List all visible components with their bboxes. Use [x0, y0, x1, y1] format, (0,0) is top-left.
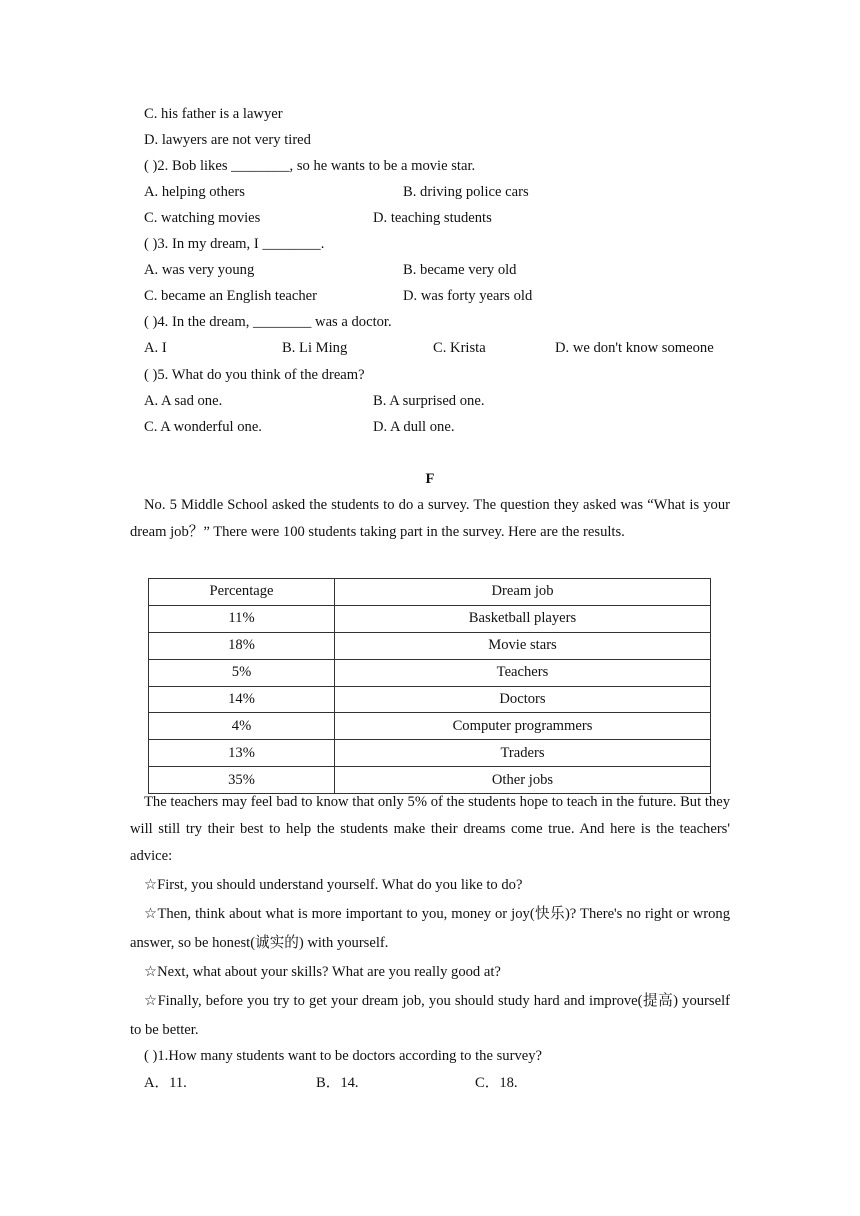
f-q1-option-a: A．11. [144, 1075, 187, 1091]
percentage-cell: 5% [149, 659, 335, 686]
percentage-cell: 14% [149, 686, 335, 713]
percentage-cell: 18% [149, 632, 335, 659]
table-header-percentage: Percentage [149, 579, 335, 606]
dream-job-cell: Doctors [335, 686, 711, 713]
percentage-cell: 35% [149, 767, 335, 794]
table-row [149, 605, 711, 632]
q3-option-b: B. became very old [403, 262, 517, 278]
dream-job-cell: Computer programmers [335, 713, 711, 740]
dream-job-cell: Movie stars [335, 632, 711, 659]
section-f-title: F [425, 471, 435, 487]
table-row [149, 659, 711, 686]
table-header-dream-job: Dream job [335, 579, 711, 606]
q4-option-c: C. Krista [433, 340, 486, 356]
section-f-intro: No. 5 Middle School asked the students to do a survey. The question they asked was “What is your dream job？” There were 100 students taking part in the survey. Here are the results. [130, 497, 730, 540]
question-5-stem: ( )5. What do you think of the dream? [144, 367, 365, 383]
dream-job-cell: Other jobs [335, 767, 711, 794]
teachers-paragraph: The teachers may feel bad to know that only 5% of the students hope to teach in the future. But they will still try their best to help the students make their dreams come true. And here is the teachers' advice: [130, 794, 730, 864]
q5-option-a: A. A sad one. [144, 393, 223, 409]
question-5-options-row1 [0, 392, 860, 410]
q4-option-d: D. we don't know someone [555, 340, 714, 356]
question-2-options-row1 [0, 183, 860, 201]
table-row [149, 632, 711, 659]
q2-option-b: B. driving police cars [403, 184, 529, 200]
table-row [149, 713, 711, 740]
dream-job-cell: Teachers [335, 659, 711, 686]
f-question-1-stem: ( )1.How many students want to be doctors according to the survey? [144, 1048, 542, 1064]
question-2-options-row2 [0, 209, 860, 227]
question-3-options-row1 [0, 261, 860, 279]
q4-option-b: B. Li Ming [282, 340, 348, 356]
q2-option-c: C. watching movies [144, 210, 261, 226]
question-4-options [0, 339, 860, 357]
question-3-options-row2 [0, 287, 860, 305]
advice-tip-3: ☆Next, what about your skills? What are you really good at? [144, 964, 501, 980]
percentage-cell: 13% [149, 740, 335, 767]
q1-option-d: D. lawyers are not very tired [144, 132, 311, 148]
q5-option-b: B. A surprised one. [373, 393, 485, 409]
percentage-cell: 11% [149, 605, 335, 632]
f-q1-option-b: B．14. [316, 1075, 359, 1091]
table-row [149, 686, 711, 713]
q2-option-d: D. teaching students [373, 210, 492, 226]
f-q1-option-c: C．18. [475, 1075, 518, 1091]
f-question-1-options [0, 1074, 860, 1092]
q3-option-d: D. was forty years old [403, 288, 533, 304]
advice-tip-1: ☆First, you should understand yourself. What do you like to do? [144, 877, 523, 893]
q5-option-c: C. A wonderful one. [144, 419, 262, 435]
table-header-row [149, 579, 711, 606]
question-4-stem: ( )4. In the dream, ________ was a doctor. [144, 314, 392, 330]
q1-option-c: C. his father is a lawyer [144, 106, 283, 122]
advice-tip-2: ☆Then, think about what is more important to you, money or joy(快乐)? There's no right or wrong answer, so be honest(诚实的) with yourself. [130, 906, 730, 951]
q3-option-a: A. was very young [144, 262, 255, 278]
question-3-stem: ( )3. In my dream, I ________. [144, 236, 325, 252]
survey-results-table [148, 578, 711, 794]
dream-job-cell: Traders [335, 740, 711, 767]
q3-option-c: C. became an English teacher [144, 288, 318, 304]
q5-option-d: D. A dull one. [373, 419, 455, 435]
advice-tip-4: ☆Finally, before you try to get your dream job, you should study hard and improve(提高) yourself to be better. [130, 993, 730, 1038]
question-2-stem: ( )2. Bob likes ________, so he wants to be a movie star. [144, 158, 476, 174]
question-5-options-row2 [0, 418, 860, 436]
q4-option-a: A. I [144, 340, 167, 356]
dream-job-cell: Basketball players [335, 605, 711, 632]
table-row [149, 740, 711, 767]
percentage-cell: 4% [149, 713, 335, 740]
q2-option-a: A. helping others [144, 184, 245, 200]
